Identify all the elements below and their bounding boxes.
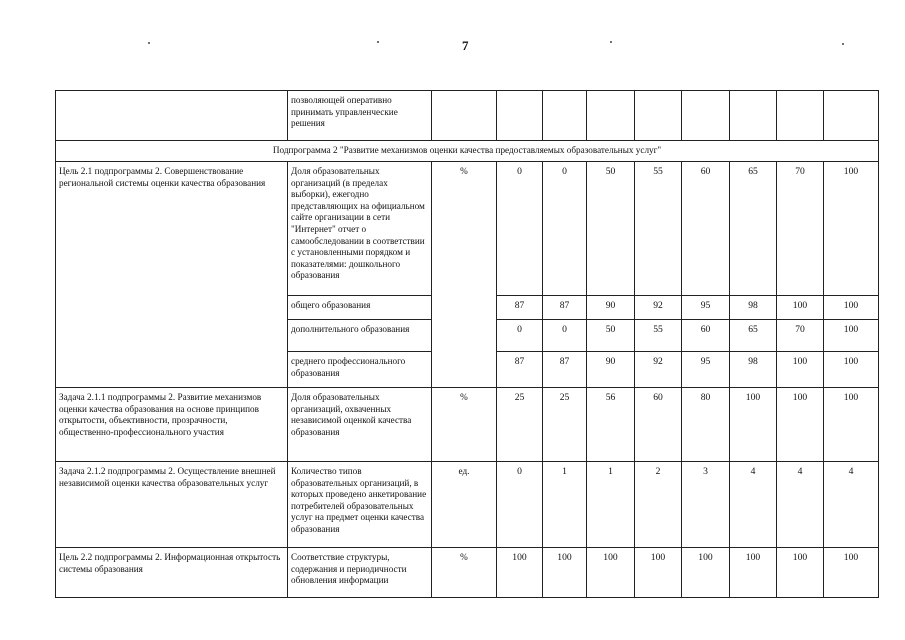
value-cell bbox=[635, 91, 682, 141]
unit-cell: ед. bbox=[432, 462, 497, 548]
value-cell: 87 bbox=[497, 352, 543, 388]
scan-speck bbox=[377, 41, 379, 43]
value-cell: 0 bbox=[497, 320, 543, 352]
value-cell: 60 bbox=[635, 388, 682, 462]
value-cell: 4 bbox=[730, 462, 777, 548]
value-cell: 2 bbox=[635, 462, 682, 548]
value-cell: 100 bbox=[824, 352, 879, 388]
value-cell: 100 bbox=[730, 548, 777, 598]
goal-cell: Цель 2.1 подпрограммы 2. Совершенствование региональной системы оценки качества образования bbox=[56, 162, 288, 388]
value-cell: 100 bbox=[777, 388, 824, 462]
table-row bbox=[56, 388, 879, 462]
value-cell: 100 bbox=[777, 548, 824, 598]
value-cell: 100 bbox=[777, 352, 824, 388]
value-cell: 100 bbox=[730, 388, 777, 462]
value-cell: 0 bbox=[497, 462, 543, 548]
indicator-cell: среднего профессионального образования bbox=[288, 352, 432, 388]
value-cell: 100 bbox=[824, 388, 879, 462]
indicator-cell: Количество типов образовательных организаций, в которых проведено анкетирование потребителей образовательных услуг на предмет оценки качества образования bbox=[288, 462, 432, 548]
value-cell: 95 bbox=[682, 352, 730, 388]
value-cell: 92 bbox=[635, 296, 682, 320]
table-row bbox=[56, 162, 879, 296]
value-cell: 100 bbox=[824, 548, 879, 598]
value-cell: 65 bbox=[730, 320, 777, 352]
goal-cell bbox=[56, 91, 288, 141]
unit-cell: % bbox=[432, 548, 497, 598]
scan-speck bbox=[610, 41, 612, 43]
indicator-cell: позволяющей оперативно принимать управленческие решения bbox=[288, 91, 432, 141]
value-cell: 55 bbox=[635, 320, 682, 352]
value-cell: 100 bbox=[824, 320, 879, 352]
value-cell: 90 bbox=[587, 352, 635, 388]
value-cell bbox=[824, 91, 879, 141]
value-cell bbox=[777, 91, 824, 141]
scan-speck bbox=[842, 43, 844, 45]
value-cell: 100 bbox=[543, 548, 587, 598]
unit-cell: % bbox=[432, 388, 497, 462]
value-cell: 100 bbox=[777, 296, 824, 320]
value-cell: 100 bbox=[824, 296, 879, 320]
value-cell: 90 bbox=[587, 296, 635, 320]
value-cell: 98 bbox=[730, 296, 777, 320]
value-cell: 92 bbox=[635, 352, 682, 388]
value-cell: 60 bbox=[682, 162, 730, 296]
value-cell: 55 bbox=[635, 162, 682, 296]
value-cell: 80 bbox=[682, 388, 730, 462]
value-cell: 1 bbox=[587, 462, 635, 548]
value-cell: 100 bbox=[682, 548, 730, 598]
value-cell: 3 bbox=[682, 462, 730, 548]
value-cell: 87 bbox=[543, 296, 587, 320]
value-cell: 25 bbox=[497, 388, 543, 462]
indicators-table bbox=[55, 90, 879, 598]
value-cell: 65 bbox=[730, 162, 777, 296]
value-cell: 4 bbox=[777, 462, 824, 548]
value-cell bbox=[543, 91, 587, 141]
value-cell: 100 bbox=[587, 548, 635, 598]
goal-cell: Цель 2.2 подпрограммы 2. Информационная открытость системы образования bbox=[56, 548, 288, 598]
goal-cell: Задача 2.1.1 подпрограммы 2. Развитие механизмов оценки качества образования на основе принципов открытости, объективности, прозрачности, общественно-профессионального участия bbox=[56, 388, 288, 462]
scan-speck bbox=[148, 42, 150, 44]
value-cell: 50 bbox=[587, 162, 635, 296]
table-row bbox=[56, 91, 879, 141]
value-cell bbox=[497, 91, 543, 141]
subprogram-header-row bbox=[56, 141, 879, 162]
value-cell: 56 bbox=[587, 388, 635, 462]
value-cell: 100 bbox=[824, 162, 879, 296]
value-cell bbox=[587, 91, 635, 141]
indicator-cell: дополнительного образования bbox=[288, 320, 432, 352]
subprogram-header: Подпрограмма 2 "Развитие механизмов оценки качества предоставляемых образовательных услуг" bbox=[56, 141, 879, 162]
value-cell: 1 bbox=[543, 462, 587, 548]
page-number: 7 bbox=[462, 38, 469, 53]
value-cell: 100 bbox=[635, 548, 682, 598]
indicator-cell: Соответствие структуры, содержания и периодичности обновления информации bbox=[288, 548, 432, 598]
value-cell: 70 bbox=[777, 162, 824, 296]
value-cell: 0 bbox=[497, 162, 543, 296]
value-cell: 95 bbox=[682, 296, 730, 320]
value-cell: 25 bbox=[543, 388, 587, 462]
unit-cell bbox=[432, 91, 497, 141]
value-cell bbox=[682, 91, 730, 141]
value-cell: 100 bbox=[497, 548, 543, 598]
value-cell: 98 bbox=[730, 352, 777, 388]
value-cell: 50 bbox=[587, 320, 635, 352]
value-cell: 0 bbox=[543, 320, 587, 352]
indicator-cell: Доля образовательных организаций (в пределах выборки), ежегодно представляющих на официальном сайте организации в сети "Интернет" отчет о самообследовании в соответствии с установленными порядком и показателями: дошкольного образования bbox=[288, 162, 432, 296]
value-cell: 87 bbox=[543, 352, 587, 388]
value-cell: 70 bbox=[777, 320, 824, 352]
value-cell: 4 bbox=[824, 462, 879, 548]
value-cell: 0 bbox=[543, 162, 587, 296]
goal-cell: Задача 2.1.2 подпрограммы 2. Осуществление внешней независимой оценки качества образовательных услуг bbox=[56, 462, 288, 548]
unit-cell: % bbox=[432, 162, 497, 388]
value-cell bbox=[730, 91, 777, 141]
table-row bbox=[56, 462, 879, 548]
value-cell: 60 bbox=[682, 320, 730, 352]
table-row bbox=[56, 548, 879, 598]
indicator-cell: Доля образовательных организаций, охваченных независимой оценкой качества образования bbox=[288, 388, 432, 462]
value-cell: 87 bbox=[497, 296, 543, 320]
indicator-cell: общего образования bbox=[288, 296, 432, 320]
